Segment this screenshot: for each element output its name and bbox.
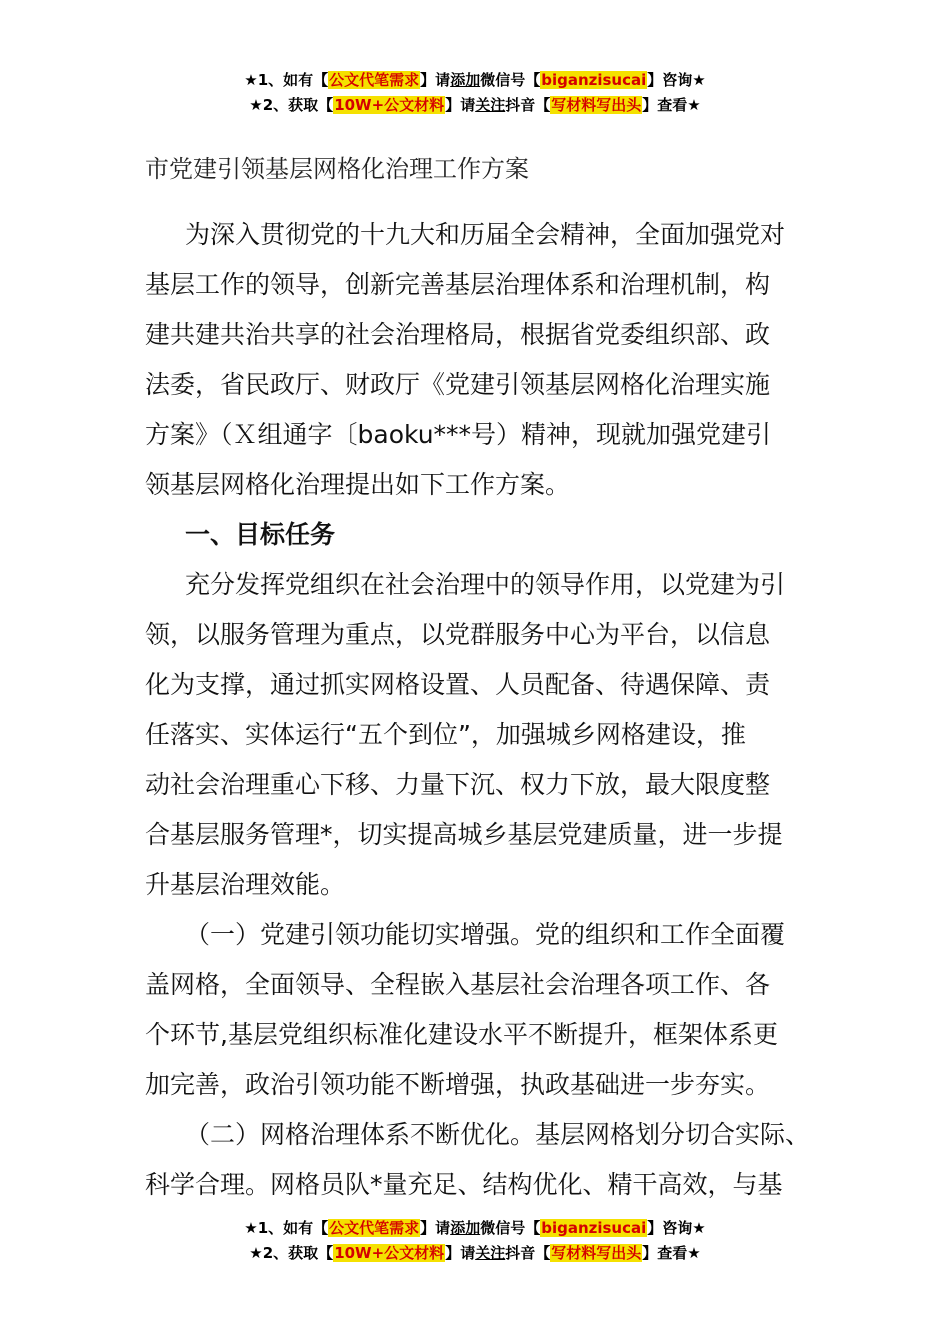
highlight-materials: 10W+公文材料 (334, 96, 445, 114)
item-1-paragraph: （一）党建引领功能切实增强。党的组织和工作全面覆 盖网格，全面领导、全程嵌入基层社会治理各项工作、各 个环节,基层党组织标准化建设水平不断提升，框架体系更 加完善，政治引领功能不断增强，执政基础进一步夯实。 (145, 920, 786, 1099)
highlight-ghostwriting-bottom: 公文代笔需求 (329, 1219, 420, 1237)
highlight-wechat-id: biganzisucai (541, 71, 647, 89)
section-heading: 一、目标任务 (185, 520, 336, 549)
item-2-paragraph: （二）网格治理体系不断优化。基层网格划分切合实际、 科学合理。网格员队*量充足、结构优化、精干高效，与基 (145, 1120, 811, 1199)
banner-line-1: ★1、如有【公文代笔需求】请添加微信号【biganzisucai】咨询★ (244, 71, 706, 89)
highlight-douyin: 写材料写出头 (551, 96, 642, 114)
highlight-douyin-bottom: 写材料写出头 (551, 1244, 642, 1262)
highlight-ghostwriting: 公文代笔需求 (329, 71, 420, 89)
section-body: 充分发挥党组织在社会治理中的领导作用，以党建为引 领，以服务管理为重点，以党群服务中心为平台，以信息 化为支撑，通过抓实网格设置、人员配备、待遇保障、责 任落实、实体运行“五个到位”，加强城乡网格建设，推 动社会治理重心下移、力量下沉、权力下放，最大限度整 合基层服务管理*，切实提高城乡基层党建质量，进一步提 升基层治理效能。 (145, 570, 786, 899)
highlight-materials-bottom: 10W+公文材料 (334, 1244, 445, 1262)
intro-paragraph: 为深入贯彻党的十九大和历届全会精神，全面加强党对 基层工作的领导，创新完善基层治理体系和治理机制，构 建共建共治共享的社会治理格局，根据省党委组织部、政 法委，省民政厅、财政厅《党建引领基层网格化治理实施 方案》（Ｘ组通字〔baoku***号）精神，现就加强党建引 领基层网格化治理提出如下工作方案。 (145, 220, 786, 499)
bottom-banner (0, 1216, 950, 1266)
banner-line-2-bottom: ★2、获取【10W+公文材料】请关注抖音【写材料写出头】查看★ (249, 1244, 701, 1262)
highlight-wechat-id-bottom: biganzisucai (541, 1219, 647, 1237)
document-title: 市党建引领基层网格化治理工作方案 (145, 155, 529, 183)
banner-line-2: ★2、获取【10W+公文材料】请关注抖音【写材料写出头】查看★ (249, 96, 701, 114)
top-banner (0, 68, 950, 118)
banner-line-1-bottom: ★1、如有【公文代笔需求】请添加微信号【biganzisucai】咨询★ (244, 1219, 706, 1237)
